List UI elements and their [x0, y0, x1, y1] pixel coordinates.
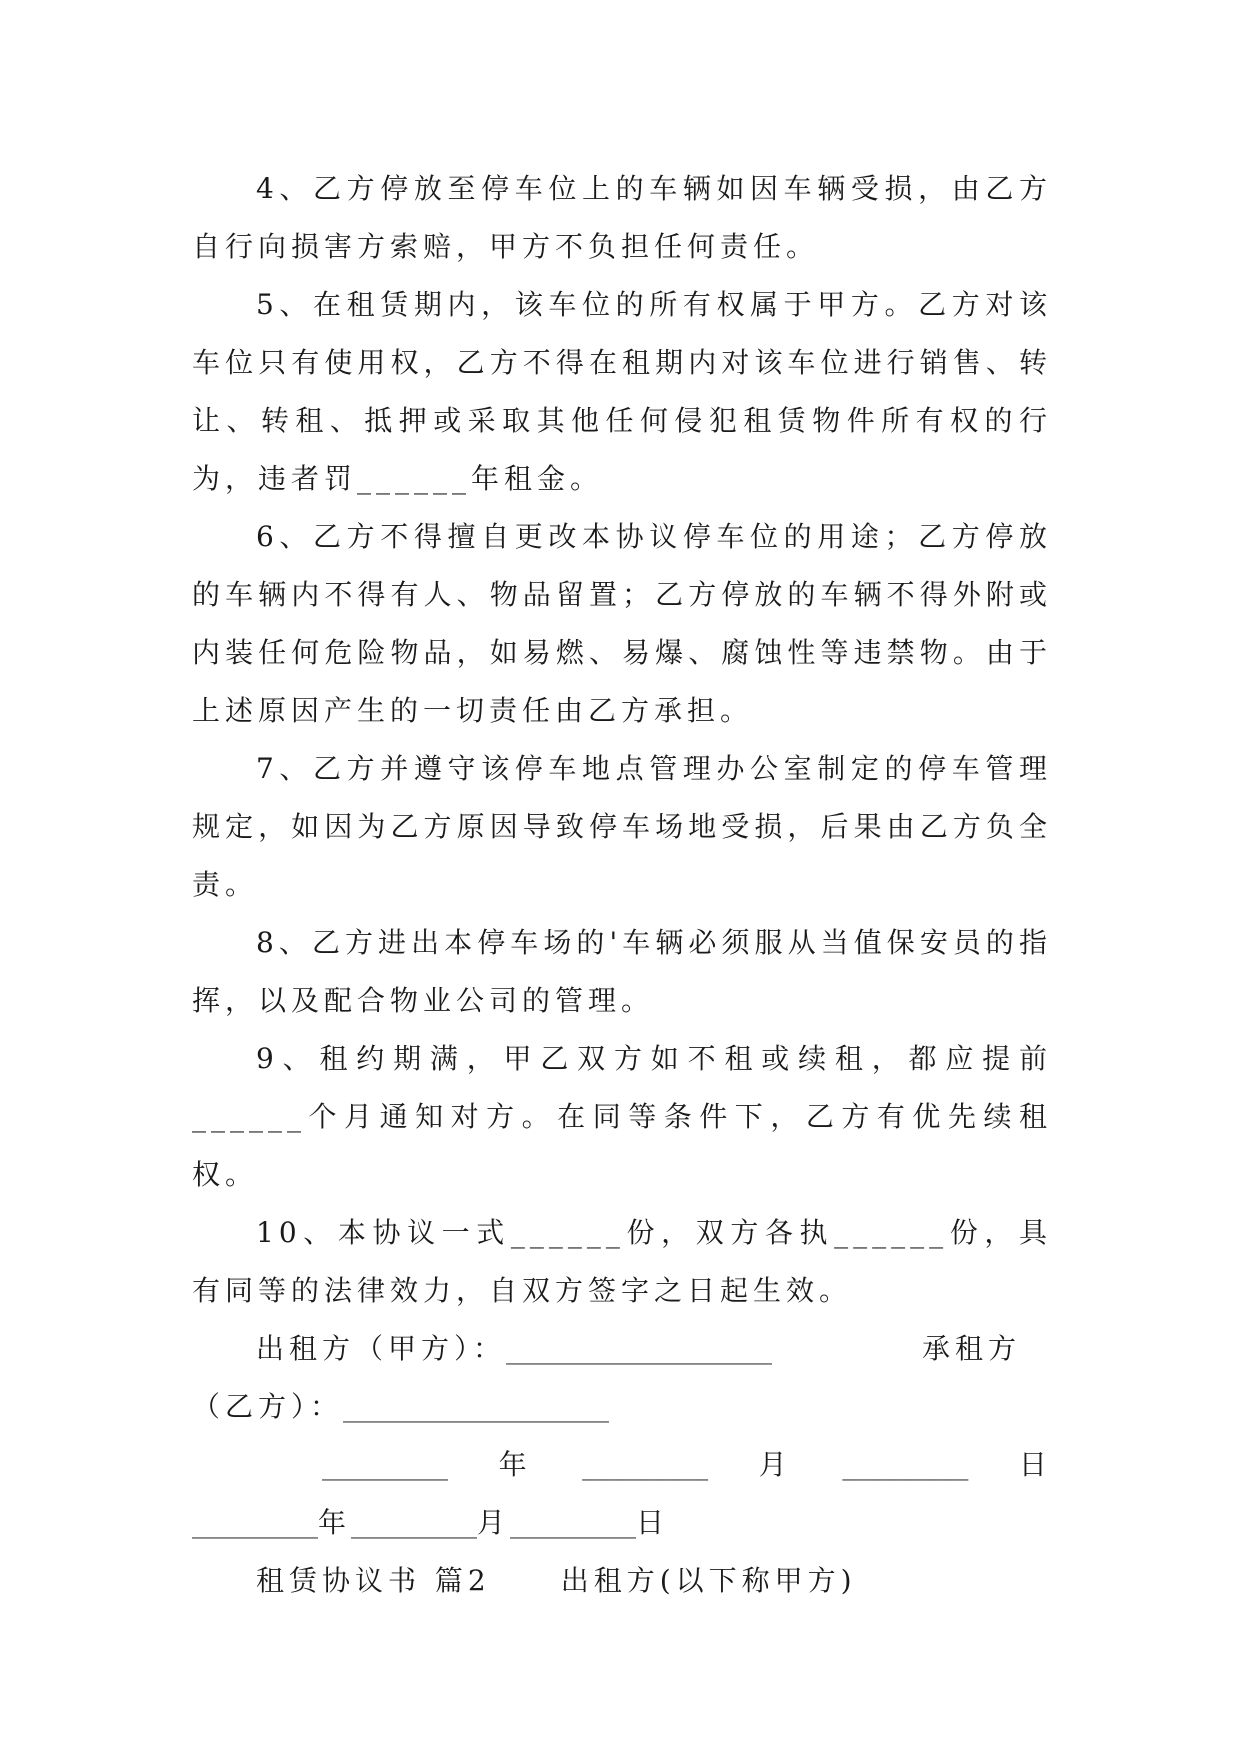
date1-year-label: 年 — [498, 1448, 532, 1481]
signature-block — [192, 1320, 1052, 1436]
date1-month-label: 月 — [758, 1448, 792, 1481]
lessor-label: 出租方（甲方）： — [256, 1332, 507, 1365]
clause-10: 10、本协议一式______份，双方各执______份，具有同等的法律效力，自双方签字之日起生效。 — [192, 1216, 1052, 1307]
next-section-heading — [192, 1552, 1052, 1610]
date-line-1 — [192, 1436, 1052, 1494]
clause-9: 9、租约期满，甲乙双方如不租或续租，都应提前______个月通知对方。在同等条件下，乙方有优先续租权。 — [192, 1042, 1052, 1191]
clause-8: 8、乙方进出本停车场的'车辆必须服从当值保安员的指挥，以及配合物业公司的管理。 — [192, 926, 1052, 1017]
date2-year-blank: _________ — [192, 1506, 318, 1539]
date2-day-label: 日 — [636, 1506, 670, 1539]
date1-year-blank: _________ — [322, 1448, 448, 1481]
date1-day-blank: _________ — [842, 1448, 969, 1481]
lessee-label: 承租方（乙方）： — [192, 1332, 1022, 1423]
document-page — [192, 160, 1052, 1610]
date2-day-blank: _________ — [510, 1506, 637, 1539]
lessee-signature-blank: ___________________ — [343, 1390, 610, 1423]
date2-month-blank: _________ — [351, 1506, 478, 1539]
clause-5: 5、在租赁期内，该车位的所有权属于甲方。乙方对该车位只有使用权，乙方不得在租期内对该车位进行销售、转让、转租、抵押或采取其他任何侵犯租赁物件所有权的行为，违者罚______年租金。 — [192, 288, 1052, 495]
date2-year-label: 年 — [318, 1506, 352, 1539]
lessor-signature-blank: ___________________ — [506, 1332, 773, 1365]
date1-day-label: 日 — [1018, 1448, 1052, 1481]
clause-4: 4、乙方停放至停车位上的车辆如因车辆受损，由乙方自行向损害方索赔，甲方不负担任何责任。 — [192, 172, 1052, 263]
clause-6: 6、乙方不得擅自更改本协议停车位的用途；乙方停放的车辆内不得有人、物品留置；乙方停放的车辆不得外附或内装任何危险物品，如易燃、易爆、腐蚀性等违禁物。由于上述原因产生的一切责任由乙方承担。 — [192, 520, 1052, 727]
date-line-2 — [192, 1494, 1052, 1552]
clause-7: 7、乙方并遵守该停车地点管理办公室制定的停车管理规定，如因为乙方原因导致停车场地受损，后果由乙方负全责。 — [192, 752, 1052, 901]
next-clause-start: 出租方(以下称甲方) — [560, 1564, 857, 1597]
doc-title: 租赁协议书 篇2 — [256, 1564, 491, 1597]
date2-month-label: 月 — [477, 1506, 511, 1539]
date1-month-blank: _________ — [582, 1448, 709, 1481]
